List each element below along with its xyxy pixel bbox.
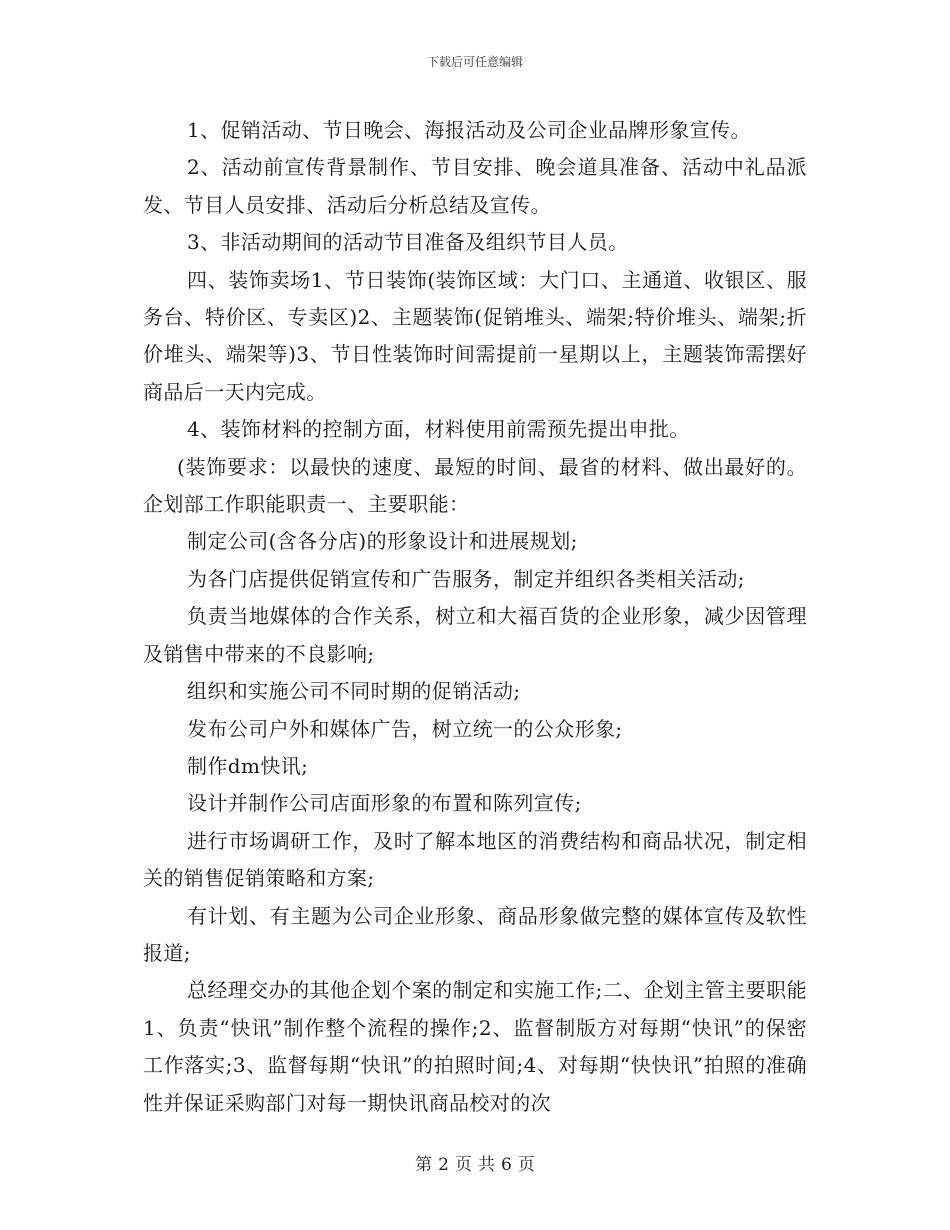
paragraph-1: 1、促销活动、节日晚会、海报活动及公司企业品牌形象宣传。 bbox=[187, 118, 751, 142]
page-header-note: 下载后可任意编辑 bbox=[426, 55, 523, 69]
paragraph-10: 组织和实施公司不同时期的促销活动; bbox=[187, 679, 521, 704]
document-body bbox=[143, 112, 807, 1122]
paragraph-11: 发布公司户外和媒体广告，树立统一的公众形象; bbox=[187, 716, 623, 741]
footer-label-total: 共 bbox=[478, 1155, 495, 1175]
footer-label-suffix: 页 bbox=[517, 1155, 535, 1175]
footer-label-prefix: 第 bbox=[415, 1155, 433, 1175]
page-footer bbox=[0, 1154, 950, 1176]
paragraph-15: 有计划、有主题为公司企业形象、商品形象做完整的媒体宣传及软性报道; bbox=[143, 903, 807, 965]
footer-label-page: 页 bbox=[455, 1155, 472, 1175]
footer-current-page: 2 bbox=[438, 1155, 449, 1175]
paragraph-13: 设计并制作公司店面形象的布置和陈列宣传; bbox=[187, 791, 582, 816]
paragraph-9: 负责当地媒体的合作关系，树立和大福百货的企业形象，减少因管理及销售中带来的不良影响; bbox=[143, 604, 807, 666]
paragraph-3: 3、非活动期间的活动节目准备及组织节目人员。 bbox=[187, 230, 629, 255]
paragraph-7: 制定公司(含各分店)的形象设计和进展规划; bbox=[187, 529, 578, 554]
paragraph-6: (装饰要求：以最快的速度、最短的时间、最省的材料、做出最好的。企划部工作职能职责一、主要职能： bbox=[143, 454, 807, 517]
paragraph-14: 进行市场调研工作，及时了解本地区的消费结构和商品状况，制定相关的销售促销策略和方案; bbox=[143, 828, 807, 891]
paragraph-16: 总经理交办的其他企划个案的制定和实施工作;二、企划主管主要职能1、负责“快讯”制作整个流程的操作;2、监督制版方对每期“快讯”的保密工作落实;3、监督每期“快讯”的拍照时间;4、对每期“快快讯”拍照的准确性并保证采购部门对每一期快讯商品校对的次 bbox=[143, 978, 807, 1115]
paragraph-4: 四、装饰卖场1、节日装饰(装饰区域：大门口、主通道、收银区、服务台、特价区、专卖区)2、主题装饰(促销堆头、端架;特价堆头、端架;折价堆头、端架等)3、节日性装饰时间需提前一星期以上，主题装饰需摆好商品后一天内完成。 bbox=[143, 267, 807, 404]
paragraph-2: 2、活动前宣传背景制作、节目安排、晚会道具准备、活动中礼品派发、节目人员安排、活动后分析总结及宣传。 bbox=[143, 155, 807, 217]
paragraph-8: 为各门店提供促销宣传和广告服务，制定并组织各类相关活动; bbox=[187, 566, 745, 591]
paragraph-5: 4、装饰材料的控制方面，材料使用前需预先提出申批。 bbox=[187, 417, 690, 442]
paragraph-12: 制作dm快讯; bbox=[187, 753, 309, 778]
footer-total-pages: 6 bbox=[501, 1155, 512, 1175]
